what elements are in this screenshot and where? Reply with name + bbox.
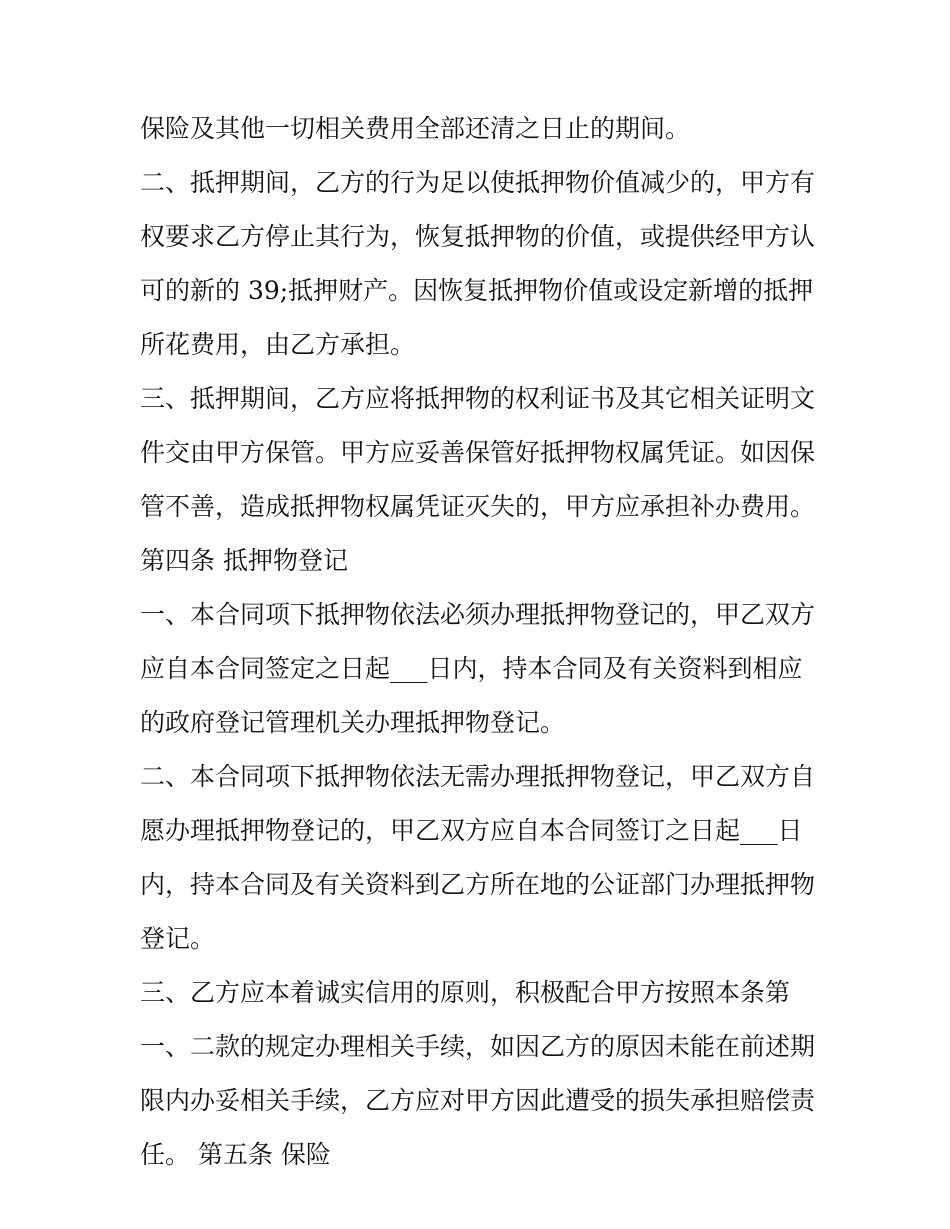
text-line: 一、本合同项下抵押物依法必须办理抵押物登记的，甲乙双方 — [140, 600, 816, 629]
document-body — [140, 102, 820, 1182]
text-line: 三、抵押期间，乙方应将抵押物的权利证书及其它相关证明文 — [140, 384, 816, 413]
section-heading: 第四条 抵押物登记 — [140, 546, 348, 575]
text-line: 任。 第五条 保险 — [140, 1140, 331, 1169]
text-line: 愿办理抵押物登记的，甲乙双方应自本合同签订之日起___日 — [140, 816, 803, 845]
text-line: 二、抵押期间，乙方的行为足以使抵押物价值减少的，甲方有 — [140, 168, 816, 197]
text-line: 的政府登记管理机关办理抵押物登记。 — [140, 708, 566, 737]
text-line: 限内办妥相关手续，乙方应对甲方因此遭受的损失承担赔偿责 — [140, 1086, 816, 1115]
text-line: 保险及其他一切相关费用全部还清之日止的期间。 — [140, 114, 691, 143]
text-line: 二、本合同项下抵押物依法无需办理抵押物登记，甲乙双方自 — [140, 762, 816, 791]
text-line: 权要求乙方停止其行为，恢复抵押物的价值，或提供经甲方认 — [140, 222, 816, 251]
text-line: 三、乙方应本着诚实信用的原则，积极配合甲方按照本条第 — [140, 978, 791, 1007]
text-line: 所花费用，由乙方承担。 — [140, 330, 416, 359]
text-line: 可的新的 39;抵押财产。因恢复抵押物价值或设定新增的抵押 — [140, 276, 814, 305]
text-line: 管不善，造成抵押物权属凭证灭失的，甲方应承担补办费用。 — [140, 492, 816, 521]
text-line: 件交由甲方保管。甲方应妥善保管好抵押物权属凭证。如因保 — [140, 438, 816, 467]
text-line: 内，持本合同及有关资料到乙方所在地的公证部门办理抵押物 — [140, 870, 816, 899]
text-line: 应自本合同签定之日起___日内，持本合同及有关资料到相应 — [140, 654, 803, 683]
text-line: 登记。 — [140, 924, 216, 953]
text-line: 一、二款的规定办理相关手续，如因乙方的原因未能在前述期 — [140, 1032, 816, 1061]
